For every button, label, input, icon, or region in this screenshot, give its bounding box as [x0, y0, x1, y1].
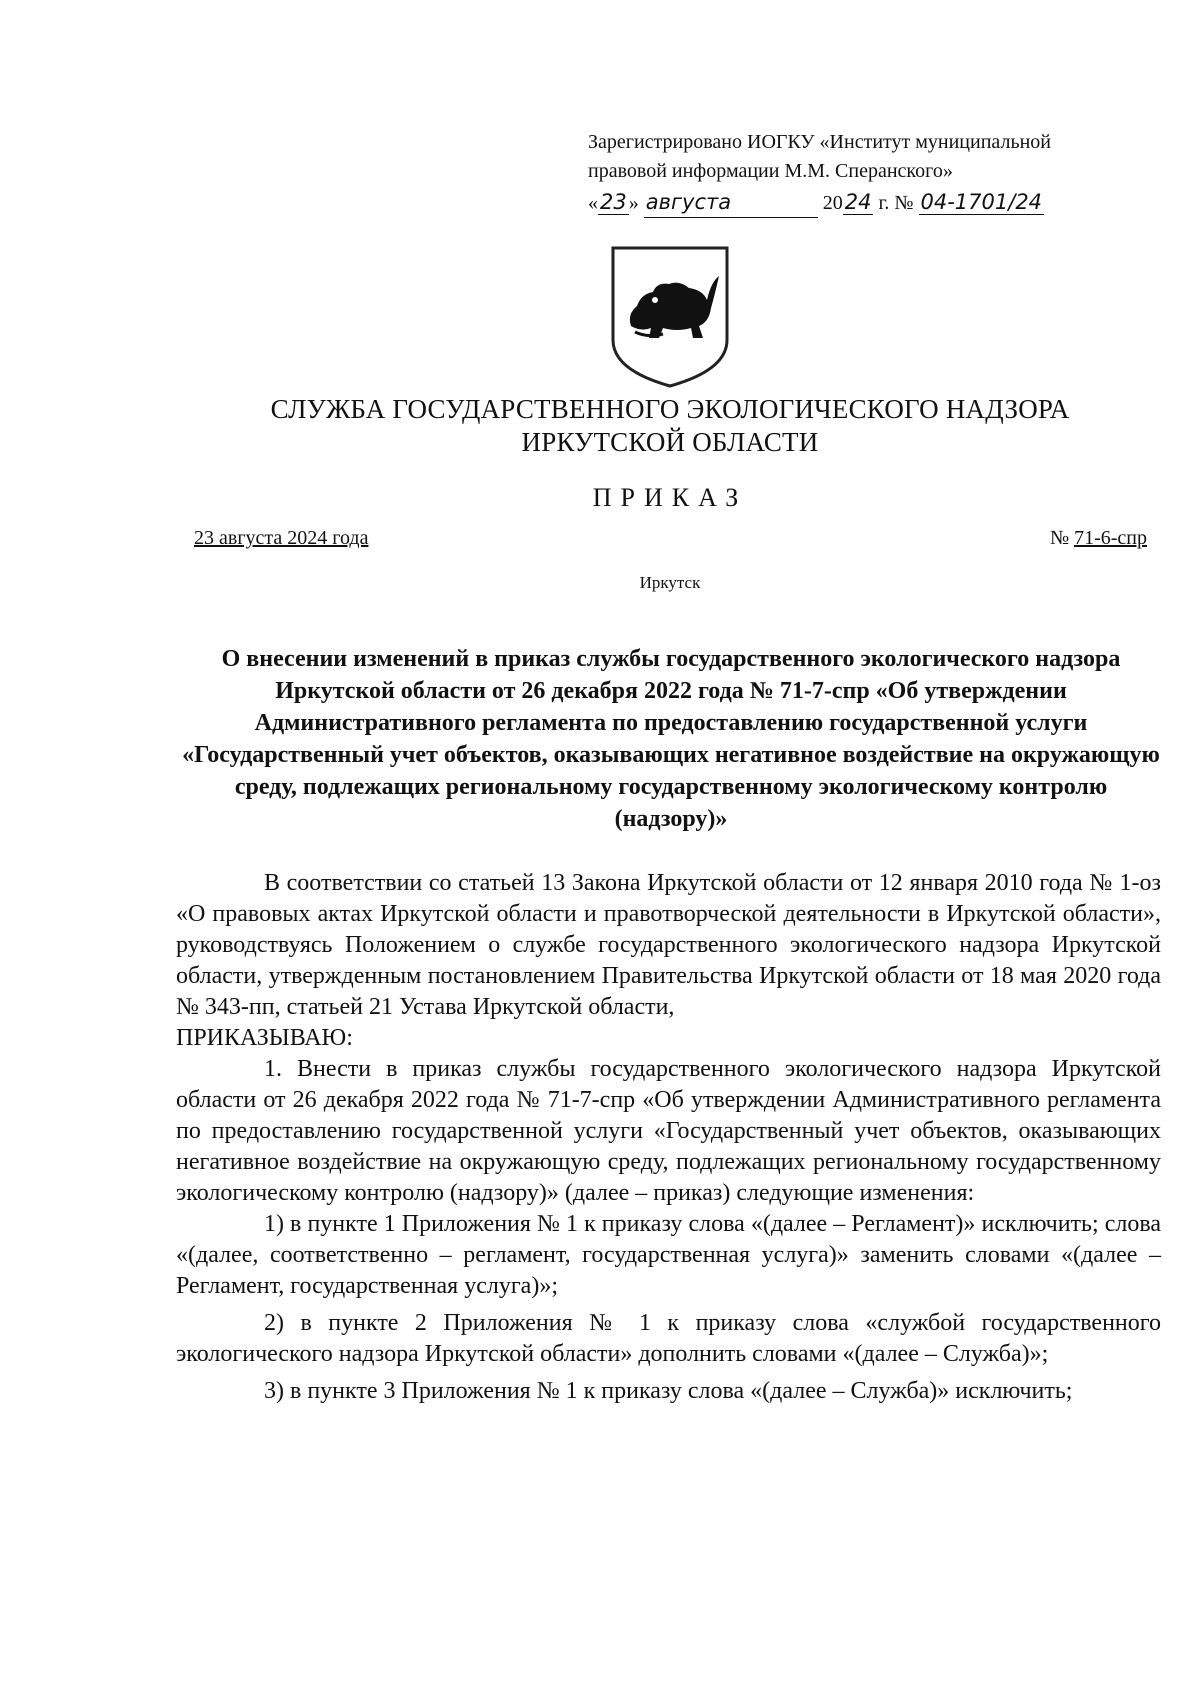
registration-line-2: правовой информации М.М. Сперанского»: [588, 160, 953, 182]
document-body: [176, 868, 1161, 1407]
agency-line-1: СЛУЖБА ГОСУДАРСТВЕННОГО ЭКОЛОГИЧЕСКОГО НАДЗОРА: [270, 394, 1070, 424]
order-date: 23 августа 2024 года: [194, 527, 369, 549]
registration-line-1: Зарегистрировано ИОГКУ «Институт муниципальной: [588, 131, 1051, 153]
registration-number: 04-1701/24: [920, 190, 1043, 214]
order-number: [1050, 527, 1147, 550]
subitem-3-paragraph: 3) в пункте 3 Приложения № 1 к приказу слова «(далее – Служба)» исключить;: [264, 1378, 1073, 1404]
preamble-paragraph: В соответствии со статьей 13 Закона Иркутской области от 12 января 2010 года № 1-оз «О правовых актах Иркутской области и правотворческой деятельности в Иркутской области», руководствуясь Положением о службе государственного экологического надзора Иркутской области, утвержденным постановлением Правительства Иркутской области от 18 мая 2020 года № 343-пп, статьей 21 Устава Иркутской области,: [176, 870, 1161, 1020]
registration-day: 23: [600, 190, 627, 214]
agency-name: [120, 393, 1200, 459]
irkutsk-coat-of-arms-icon: [607, 242, 733, 390]
registration-line-3: [588, 188, 1168, 218]
quote-close: »: [628, 192, 639, 214]
order-number-value: 71-6-спр: [1074, 527, 1147, 549]
document-title: О внесении изменений в приказ службы государственного экологического надзора Иркутской области от 26 декабря 2022 года № 71-7-спр «Об утверждении Административного регламента по предоставлению государственной услуги «Государственный учет объектов, оказывающих негативное воздействие на окружающую среду, подлежащих региональному государственному экологическому контролю (надзору)»: [182, 646, 1160, 832]
subitem-1-paragraph: 1) в пункте 1 Приложения № 1 к приказу слова «(далее – Регламент)» исключить; слова «(далее, соответственно – регламент, государственная услуга)» заменить словами «(далее – Регламент, государственная услуга)»;: [176, 1211, 1161, 1299]
registration-stamp: [588, 128, 1168, 218]
item-1-paragraph: 1. Внести в приказ службы государственного экологического надзора Иркутской области от 26 декабря 2022 года № 71-7-спр «Об утверждении Административного регламента по предоставлению государственной услуги «Государственный учет объектов, оказывающих негативное воздействие на окружающую среду, подлежащих региональному государственному экологическому контролю (надзору)» (далее – приказ) следующие изменения:: [176, 1056, 1161, 1206]
order-number-prefix: №: [1050, 527, 1070, 549]
order-city: Иркутск: [639, 573, 701, 592]
registration-year-suffix: 24: [844, 190, 872, 214]
registration-year-prefix: 20: [822, 192, 843, 214]
document-type: ПРИКАЗ: [592, 483, 748, 512]
order-word: ПРИКАЗЫВАЮ:: [176, 1025, 353, 1051]
quote-open: «: [588, 192, 598, 214]
agency-line-2: ИРКУТСКОЙ ОБЛАСТИ: [521, 427, 819, 457]
registration-month: августа: [644, 188, 818, 218]
registration-year-tail: г. №: [878, 192, 914, 214]
subitem-2-paragraph: 2) в пункте 2 Приложения № 1 к приказу слова «службой государственного экологического надзора Иркутской области» дополнить словами «(далее – Служба)»;: [176, 1310, 1161, 1367]
